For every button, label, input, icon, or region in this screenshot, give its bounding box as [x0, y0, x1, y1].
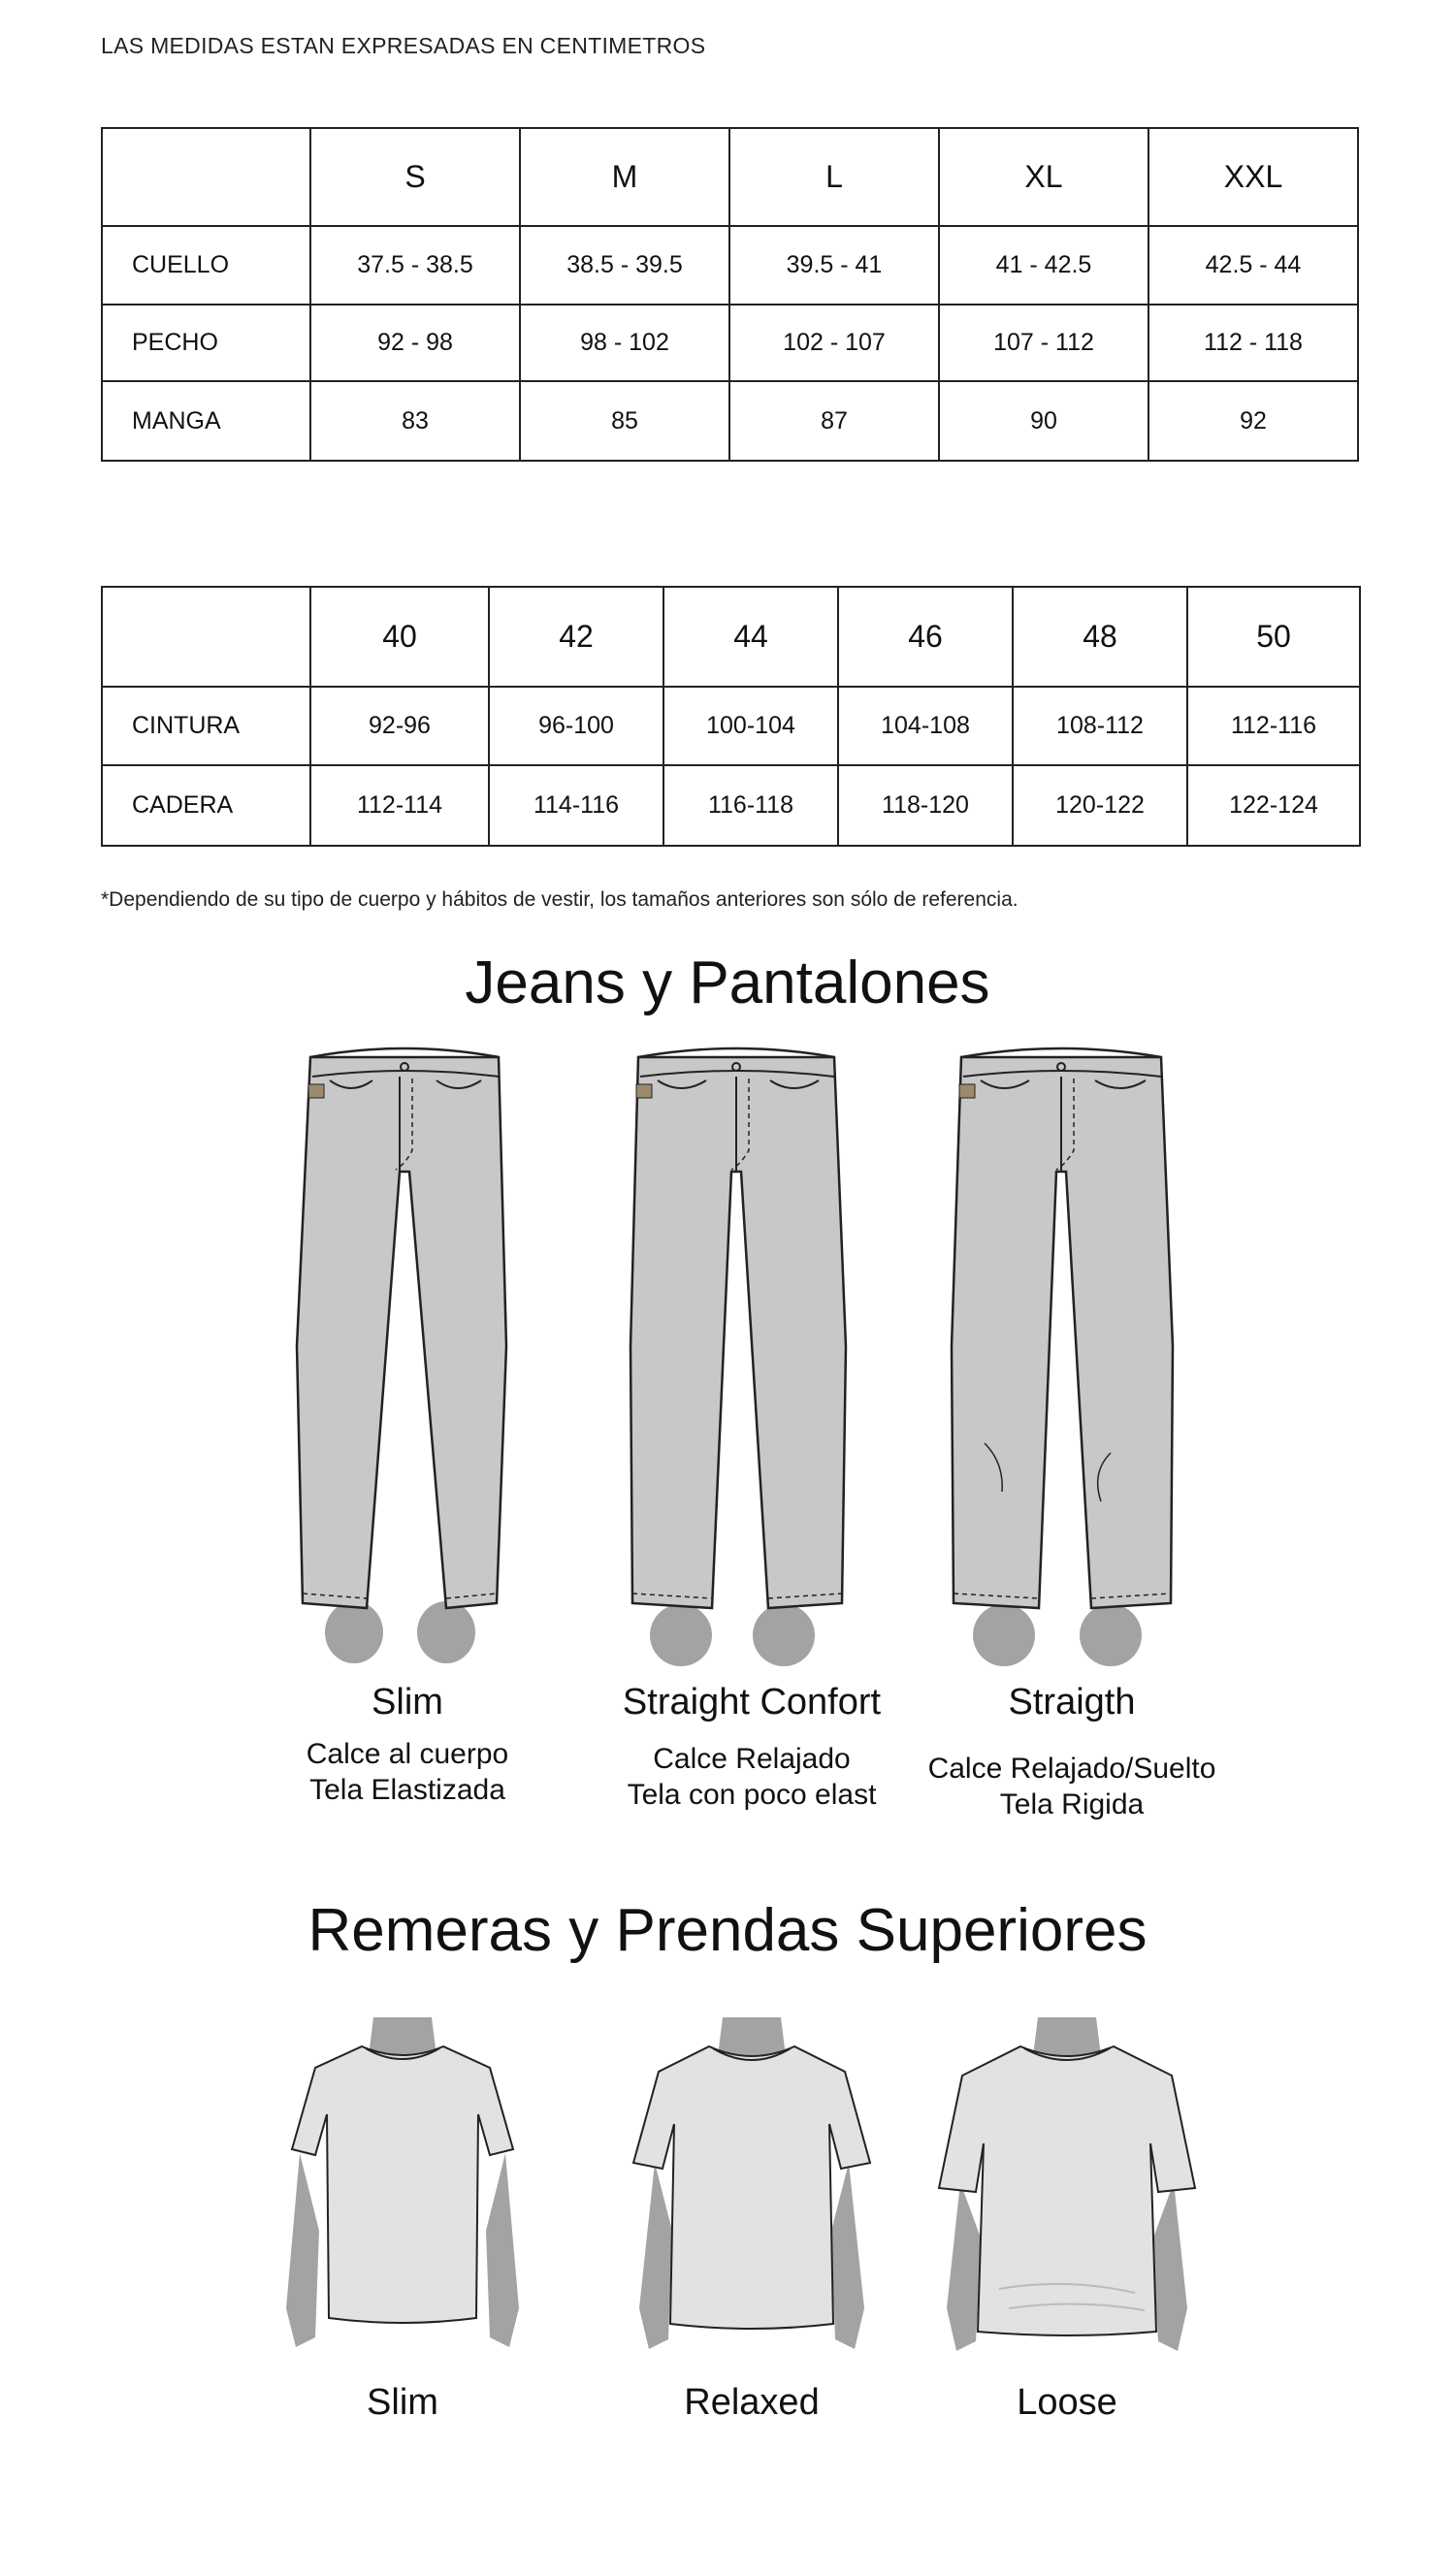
table-corner-cell	[102, 128, 310, 226]
fit-name: Loose	[1017, 2382, 1117, 2423]
cell-value: 107 - 112	[939, 305, 1148, 381]
cell-value: 37.5 - 38.5	[310, 226, 520, 305]
cell-value: 98 - 102	[520, 305, 729, 381]
cell-value: 87	[729, 381, 939, 461]
size-header-m: M	[520, 128, 729, 226]
cell-value: 85	[520, 381, 729, 461]
cell-value: 122-124	[1187, 765, 1360, 846]
row-label-cintura: CINTURA	[102, 687, 310, 765]
slim-jeans-illustration	[291, 1036, 524, 1670]
fit-name: Relaxed	[684, 2382, 820, 2423]
row-label-cuello: CUELLO	[102, 226, 310, 305]
jeans-item-slim	[262, 1682, 553, 1808]
tops-section-title: Remeras y Prendas Superiores	[307, 1897, 1148, 1964]
size-header-46: 46	[838, 587, 1013, 687]
fit-description-line: Tela Elastizada	[309, 1774, 505, 1806]
fit-name: Straigth	[1008, 1682, 1136, 1723]
fit-description-line: Calce Relajado/Suelto	[927, 1753, 1216, 1785]
cell-value: 104-108	[838, 687, 1013, 765]
cell-value: 92	[1148, 381, 1358, 461]
cell-value: 116-118	[663, 765, 838, 846]
size-header-50: 50	[1187, 587, 1360, 687]
fit-name: Slim	[372, 1682, 443, 1723]
size-header-s: S	[310, 128, 520, 226]
fit-name: Slim	[367, 2382, 438, 2423]
tops-item-relaxed	[635, 2382, 868, 2424]
relaxed-tshirt-illustration	[626, 2017, 878, 2386]
cell-value: 39.5 - 41	[729, 226, 939, 305]
jeans-section-title: Jeans y Pantalones	[465, 950, 990, 1016]
cell-value: 112-114	[310, 765, 489, 846]
cell-value: 96-100	[489, 687, 663, 765]
pants-size-table	[101, 586, 1361, 847]
cell-value: 102 - 107	[729, 305, 939, 381]
tops-item-loose	[951, 2382, 1183, 2424]
slim-tshirt-illustration	[276, 2017, 529, 2386]
size-header-42: 42	[489, 587, 663, 687]
fit-name: Straight Confort	[622, 1682, 882, 1723]
cell-value: 112 - 118	[1148, 305, 1358, 381]
size-header-xl: XL	[939, 128, 1148, 226]
fit-description-line: Calce Relajado	[653, 1743, 851, 1775]
size-header-48: 48	[1013, 587, 1187, 687]
size-header-40: 40	[310, 587, 489, 687]
cell-value: 120-122	[1013, 765, 1187, 846]
fit-description-line: Tela con poco elast	[627, 1779, 877, 1811]
cell-value: 83	[310, 381, 520, 461]
cell-value: 112-116	[1187, 687, 1360, 765]
cell-value: 100-104	[663, 687, 838, 765]
jeans-item-straigth	[912, 1682, 1232, 1822]
cell-value: 92-96	[310, 687, 489, 765]
units-note: LAS MEDIDAS ESTAN EXPRESADAS EN CENTIMETROS	[101, 33, 706, 58]
tops-item-slim	[286, 2382, 519, 2424]
row-label-cadera: CADERA	[102, 765, 310, 846]
cell-value: 114-116	[489, 765, 663, 846]
loose-tshirt-illustration	[931, 2017, 1203, 2386]
cell-value: 118-120	[838, 765, 1013, 846]
straight-jeans-illustration	[946, 1036, 1179, 1670]
size-header-xxl: XXL	[1148, 128, 1358, 226]
size-header-l: L	[729, 128, 939, 226]
reference-disclaimer: *Dependiendo de su tipo de cuerpo y hábitos de vestir, los tamaños anteriores son sólo de referencia.	[101, 888, 1018, 911]
cell-value: 41 - 42.5	[939, 226, 1148, 305]
fit-description-line: Tela Rigida	[999, 1788, 1145, 1820]
row-label-pecho: PECHO	[102, 305, 310, 381]
fit-description-line: Calce al cuerpo	[306, 1738, 509, 1770]
size-header-44: 44	[663, 587, 838, 687]
jeans-item-straight-confort	[563, 1682, 941, 1813]
straight-confort-jeans-illustration	[621, 1036, 854, 1670]
shirt-size-table	[101, 127, 1359, 462]
cell-value: 108-112	[1013, 687, 1187, 765]
cell-value: 92 - 98	[310, 305, 520, 381]
table-corner-cell	[102, 587, 310, 687]
cell-value: 90	[939, 381, 1148, 461]
cell-value: 42.5 - 44	[1148, 226, 1358, 305]
cell-value: 38.5 - 39.5	[520, 226, 729, 305]
row-label-manga: MANGA	[102, 381, 310, 461]
